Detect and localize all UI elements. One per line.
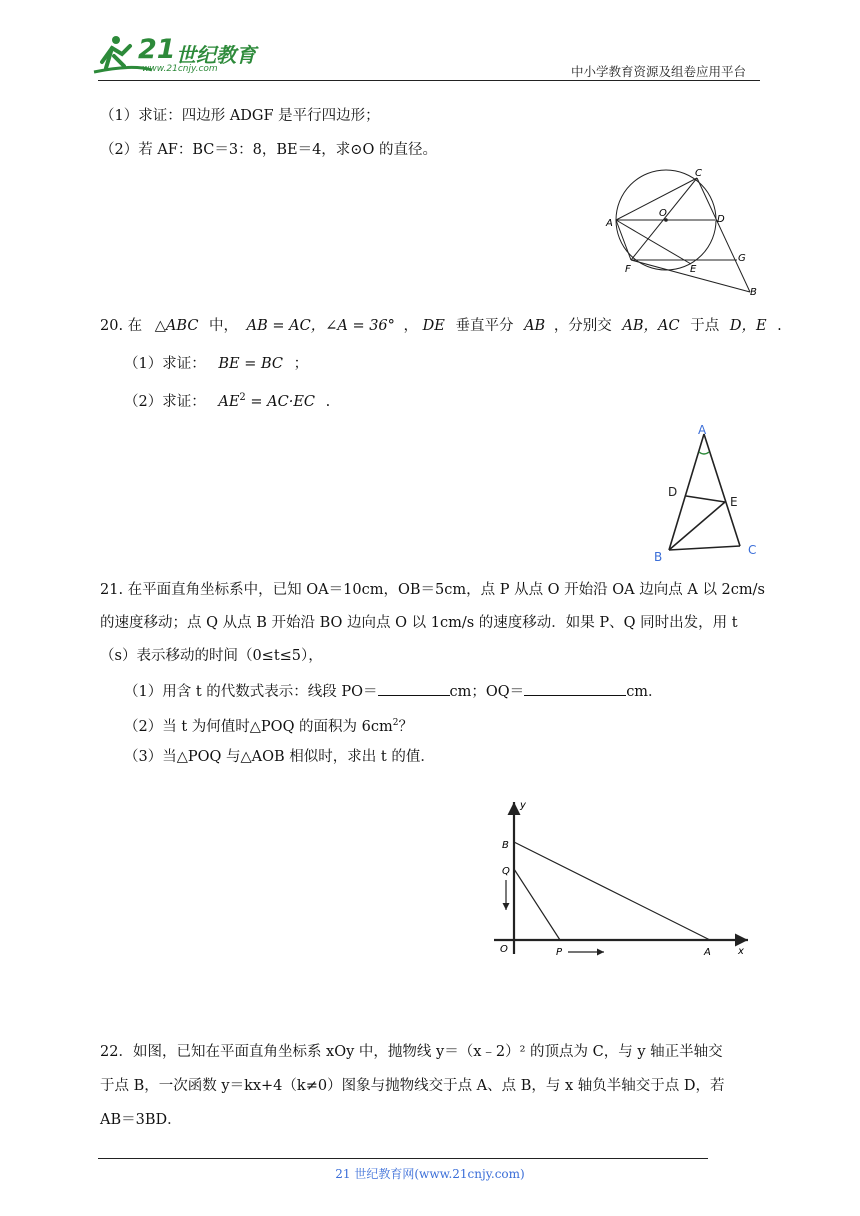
q19-label-G: G	[738, 253, 746, 264]
q21-part2: （2）当 t 为何值时△POQ 的面积为 $6cm^2$？	[124, 718, 414, 735]
q20-perp-text: 垂直平分	[455, 318, 514, 334]
q21-label-B: B	[502, 840, 509, 851]
footer-rule	[98, 1158, 708, 1159]
header-rule	[98, 80, 760, 81]
q22-line1: 22．如图，已知在平面直角坐标系 xOy 中，抛物线 y＝（x﹣2）² 的顶点为 C，与 y 轴正半轴交	[100, 1044, 723, 1060]
q21-label-O: O	[500, 944, 508, 955]
q21-label-A: A	[704, 947, 711, 958]
q20-sides: AB，AC	[622, 318, 680, 334]
q20-triangle: △ABC	[154, 318, 199, 334]
q20-comma: ，	[403, 318, 419, 334]
q20-label-D: D	[668, 485, 678, 499]
q20-label-A: A	[698, 423, 707, 437]
logo-number: 21	[138, 34, 176, 65]
q20-end: .	[777, 318, 782, 334]
answer-blank-oq[interactable]	[524, 680, 626, 696]
q19-label-F: F	[625, 264, 631, 275]
logo-url: www.21cnjy.com	[142, 64, 218, 74]
q19-label-D: D	[717, 214, 725, 225]
q21-line1: 21. 在平面直角坐标系中，已知 OA＝10cm，OB＝5cm，点 P 从点 O 开始沿 OA 边向点 A 以 2cm/s	[100, 582, 765, 598]
q19-circle-figure	[600, 164, 770, 300]
answer-blank-po[interactable]	[378, 680, 450, 696]
q21-label-P: P	[556, 947, 563, 958]
q20-cross-text: ，分别交	[553, 318, 612, 334]
q20-triangle-figure	[644, 420, 764, 566]
q21-part1: （1）用含 t 的代数式表示：线段 PO＝ cm；OQ＝ cm．	[124, 680, 663, 702]
q21-line3: （s）表示移动的时间（0≤t≤5），	[100, 648, 323, 664]
q21-label-x: x	[738, 946, 744, 957]
q21-part3: （3）当△POQ 与△AOB 相似时，求出 t 的值．	[124, 749, 435, 765]
q21-coordinate-figure	[490, 796, 760, 966]
q21-line2: 的速度移动；点 Q 从点 B 开始沿 BO 边向点 O 以 1cm/s 的速度移动．如果 P、Q 同时出发，用 t	[100, 615, 738, 631]
footer-link[interactable]: 21 世纪教育网(www.21cnjy.com)	[335, 1167, 525, 1181]
q19-label-A: A	[606, 218, 613, 229]
q19-label-O: O	[659, 208, 667, 219]
q20-label-B: B	[654, 550, 663, 564]
q20-part2: （2）求证： $AE^2 = AC\cdot EC$ .	[124, 392, 331, 410]
q19-label-C: C	[695, 168, 702, 179]
q20-at-text: 于点	[690, 318, 720, 334]
q20-mid-text: 中，	[209, 318, 239, 334]
q20-ab: AB	[524, 318, 546, 334]
q20-condition: AB = AC，∠A = 36°	[246, 318, 395, 334]
logo-chinese: 世纪教育	[176, 43, 256, 67]
q22-line3: AB＝3BD．	[100, 1112, 182, 1128]
q20-stem	[100, 316, 782, 336]
q20-points: D，E	[729, 318, 767, 334]
q21-label-Q: Q	[502, 866, 510, 877]
q20-label-E: E	[730, 495, 738, 509]
q20-label-C: C	[748, 543, 757, 557]
platform-title: 中小学教育资源及组卷应用平台	[571, 64, 747, 79]
q21-label-y: y	[520, 800, 526, 811]
q19-part2: （2）若 AF：BC＝3：8，BE＝4，求⊙O 的直径。	[100, 142, 437, 158]
q19-label-E: E	[690, 264, 697, 275]
q19-part1: （1）求证：四边形 ADGF 是平行四边形；	[100, 108, 380, 124]
q20-number: 20. 在	[100, 318, 143, 334]
q22-line2: 于点 B，一次函数 y＝kx+4（k≠0）图象与抛物线交于点 A、点 B，与 x 轴负半轴交于点 D，若	[100, 1078, 725, 1094]
q20-part1: （1）求证： BE = BC ；	[124, 356, 309, 372]
q20-de: DE	[422, 318, 445, 334]
q19-label-B: B	[750, 287, 757, 298]
